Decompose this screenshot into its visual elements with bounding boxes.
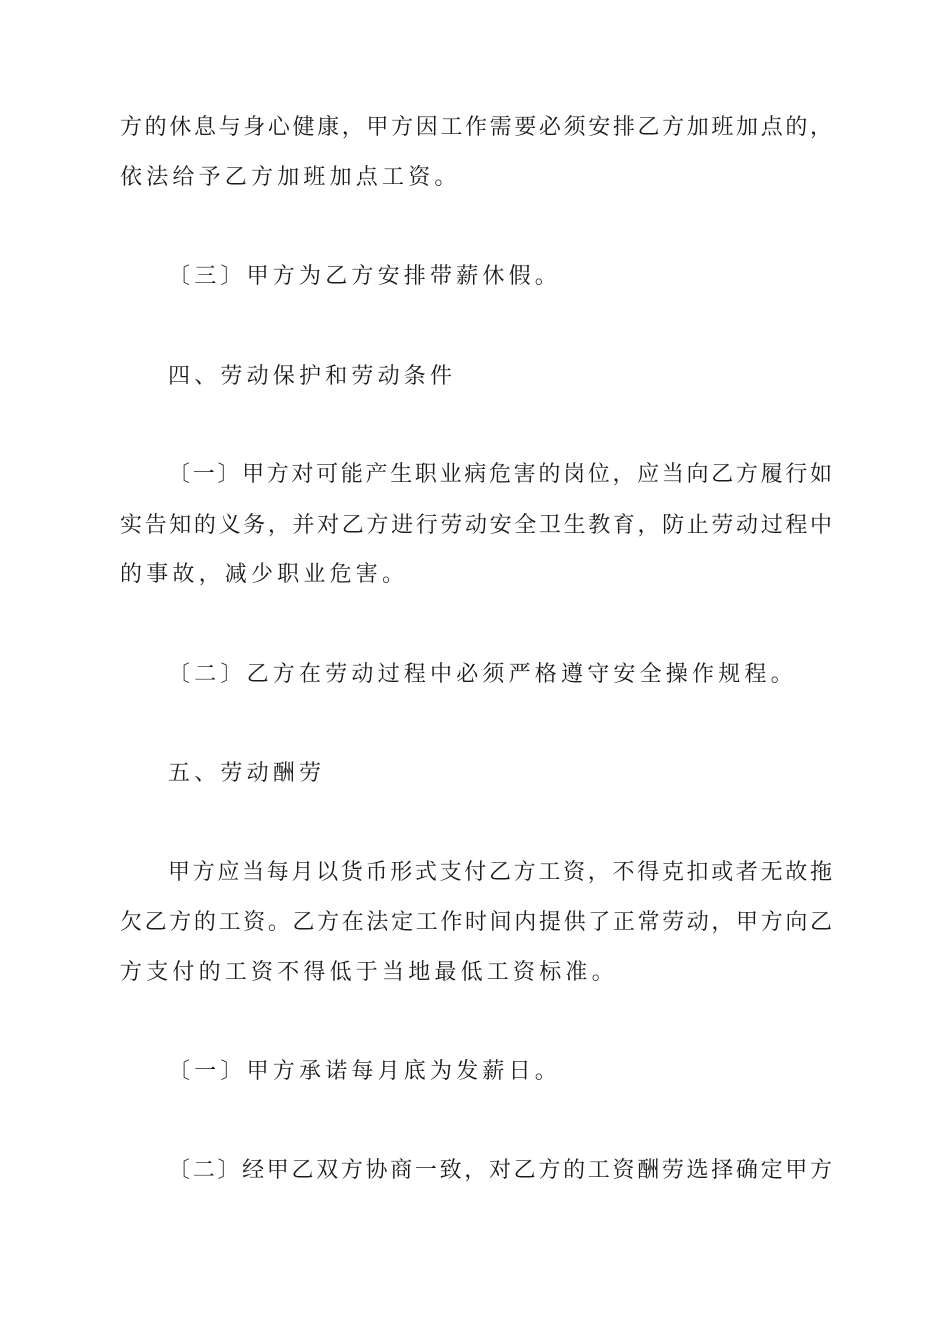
paragraph-rest-hours-line-1: 方的休息与身心健康，甲方因工作需要必须安排乙方加班加点的，: [120, 115, 832, 140]
section-heading-labor-protection: 四、劳动保护和劳动条件: [168, 364, 457, 389]
paragraph-wages-line-3: 方支付的工资不得低于当地最低工资标准。: [120, 960, 618, 985]
paragraph-occupational-hazard-line-2: 实告知的义务，并对乙方进行劳动安全卫生教育，防止劳动过程中: [120, 513, 832, 538]
paragraph-wages-line-2: 欠乙方的工资。乙方在法定工作时间内提供了正常劳动，甲方向乙: [120, 910, 832, 935]
paragraph-wage-selection-line-1: 〔二〕经甲乙双方协商一致，对乙方的工资酬劳选择确定甲方: [168, 1158, 832, 1183]
paragraph-wages-line-1: 甲方应当每月以货币形式支付乙方工资，不得克扣或者无故拖: [168, 860, 832, 885]
paragraph-safety-rules: 〔二〕乙方在劳动过程中必须严格遵守安全操作规程。: [168, 662, 797, 687]
paragraph-rest-hours-line-2: 依法给予乙方加班加点工资。: [120, 165, 461, 190]
paragraph-payday: 〔一〕甲方承诺每月底为发薪日。: [168, 1059, 562, 1084]
paragraph-paid-leave: 〔三〕甲方为乙方安排带薪休假。: [168, 264, 562, 289]
section-heading-labor-remuneration: 五、劳动酬劳: [168, 761, 326, 786]
paragraph-occupational-hazard-line-1: 〔一〕甲方对可能产生职业病危害的岗位，应当向乙方履行如: [168, 462, 832, 487]
paragraph-occupational-hazard-line-3: 的事故，减少职业危害。: [120, 562, 409, 587]
